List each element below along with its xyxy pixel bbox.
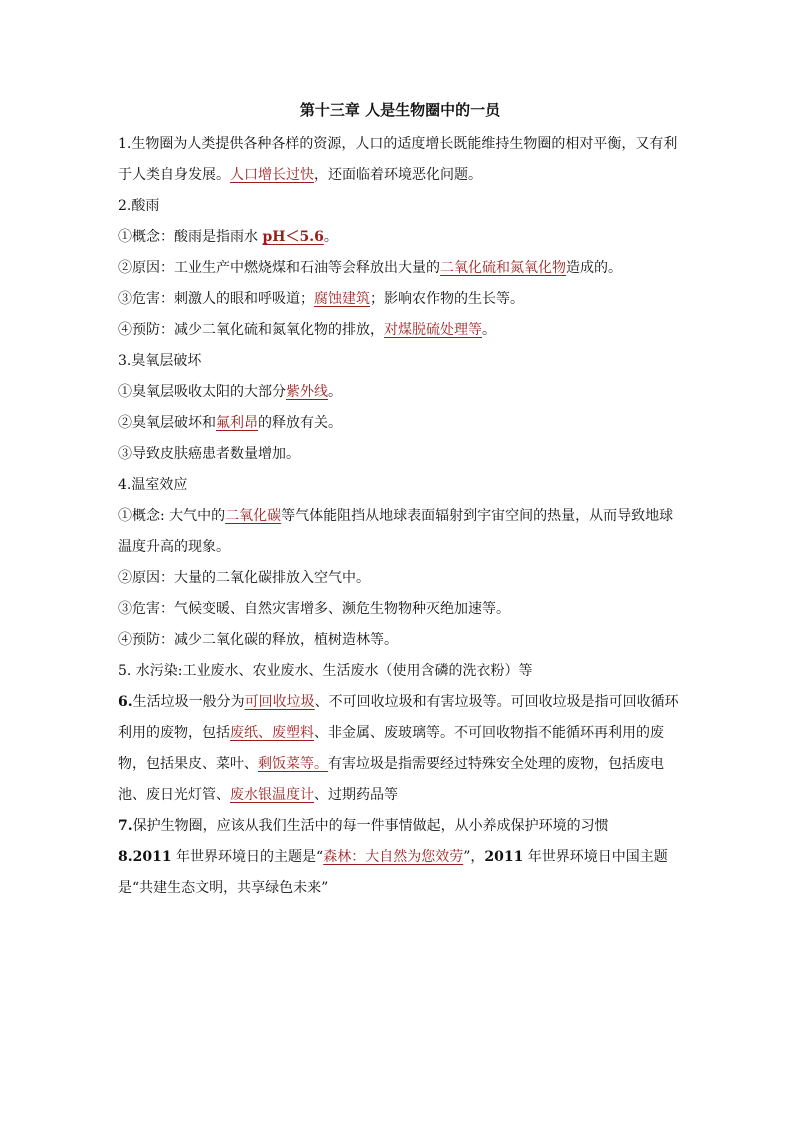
- highlight-freon: 氟利昂: [216, 415, 258, 431]
- highlight-so2-nox: 二氧化硫和氮氧化物: [440, 260, 566, 276]
- highlight-recyclable: 可回收垃圾: [244, 694, 315, 710]
- ozone-point-1: ①臭氧层吸收太阳的大部分紫外线。: [118, 384, 342, 400]
- acid-rain-cause: ②原因：工业生产中燃烧煤和石油等会释放出大量的二氧化硫和氮氧化物造成的。: [118, 260, 622, 276]
- environment-day: 8.2011 年世界环境日的主题是“森林：大自然为您效劳”，2011 年世界环境日中国主题是“共建生态文明，共享绿色未来”: [118, 849, 668, 896]
- heading-acid-rain: 2.酸雨: [118, 198, 160, 214]
- highlight-leftovers: 剩饭菜等。: [258, 756, 328, 772]
- greenhouse-cause: ②原因：大量的二氧化碳排放入空气中。: [118, 570, 370, 586]
- greenhouse-harm: ③危害：气候变暖、自然灾害增多、濒危生物物种灭绝加速等。: [118, 601, 510, 617]
- heading-ozone: 3.臭氧层破坏: [118, 353, 202, 369]
- highlight-desulfurization: 对煤脱硫处理等: [384, 322, 482, 338]
- highlight-corrode-buildings: 腐蚀建筑: [314, 291, 370, 307]
- acid-rain-harm: ③危害：刺激人的眼和呼吸道；腐蚀建筑；影响农作物的生长等。: [118, 291, 524, 307]
- highlight-forest-theme: 森林：大自然为您效劳: [323, 849, 464, 865]
- greenhouse-prevention: ④预防：减少二氧化碳的释放，植树造林等。: [118, 632, 398, 648]
- garbage-paragraph: 6.生活垃圾一般分为可回收垃圾、不可回收垃圾和有害垃圾等。可回收垃圾是指可回收循环利用的废物，包括废纸、废塑料、非金属、废玻璃等。不可回收物指不能循环再利用的废物，包括果皮、菜叶、剩饭菜等。有害垃圾是指需要经过特殊安全处理的废物，包括废电池、废日光灯管、废水银温度计、过期药品等: [118, 694, 679, 803]
- highlight-thermometer: 废水银温度计: [230, 787, 314, 803]
- highlight-uv: 紫外线: [286, 384, 328, 400]
- highlight-paper-plastic: 废纸、废塑料: [230, 725, 314, 741]
- highlight-co2: 二氧化碳: [225, 508, 282, 524]
- ozone-point-2: ②臭氧层破坏和氟利昂的释放有关。: [118, 415, 342, 431]
- highlight-population-growth: 人口增长过快: [230, 167, 314, 183]
- ozone-point-3: ③导致皮肤癌患者数量增加。: [118, 446, 300, 462]
- acid-rain-prevention: ④预防：减少二氧化硫和氮氧化物的排放，对煤脱硫处理等。: [118, 322, 496, 338]
- protect-biosphere: 7.保护生物圈，应该从我们生活中的每一件事情做起，从小养成保护环境的习惯: [118, 818, 609, 834]
- chapter-title: 第十三章 人是生物圈中的一员: [299, 101, 501, 119]
- acid-rain-concept: ①概念：酸雨是指雨水 pH＜5.6。: [118, 229, 338, 245]
- greenhouse-concept: ①概念: 大气中的二氧化碳等气体能阻挡从地球表面辐射到宇宙空间的热量，从而导致地球温度升高的现象。: [118, 508, 674, 555]
- water-pollution: 5. 水污染:工业废水、农业废水、生活废水（使用含磷的洗衣粉）等: [118, 663, 533, 679]
- highlight-ph: pH＜5.6: [262, 229, 324, 245]
- paragraph-1: 1.生物圈为人类提供各种各样的资源，人口的适度增长既能维持生物圈的相对平衡，又有利于人类自身发展。人口增长过快，还面临着环境恶化问题。: [118, 136, 678, 183]
- heading-greenhouse: 4.温室效应: [118, 477, 188, 493]
